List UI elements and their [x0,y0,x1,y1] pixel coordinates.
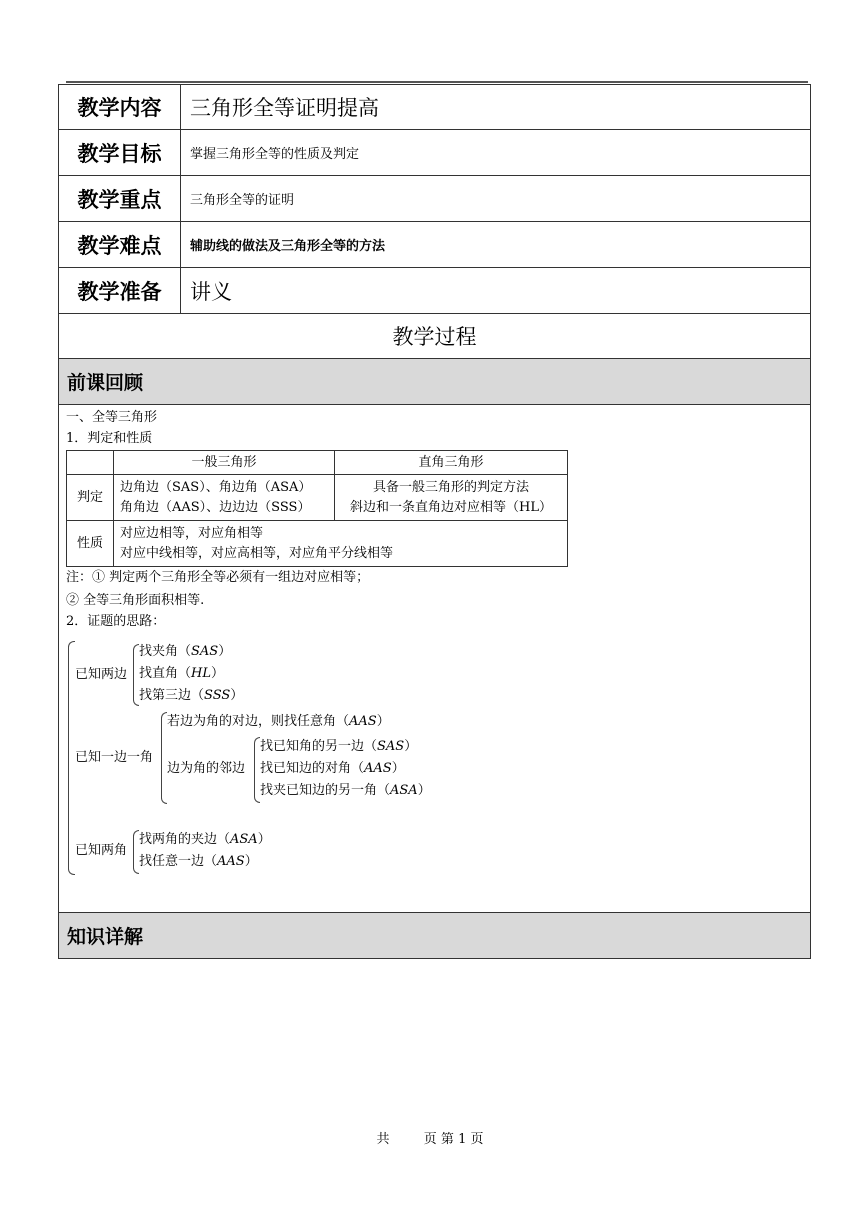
idea-item: 若边为角的对边，则找任意角（AAS） [167,714,390,729]
idea-item: 找直角（HL） [139,666,225,681]
row-value: 掌握三角形全等的性质及判定 [190,147,360,162]
label-side-angle: 已知一边一角 [75,750,154,765]
row-label: 教学难点 [59,222,181,267]
cell-properties [114,521,568,567]
cell-right-methods [335,475,568,521]
row-value: 三角形全等证明提高 [190,96,379,120]
method-line: 角角边（AAS）、边边边（SSS） [120,499,311,515]
section-knowledge-title: 知识详解 [58,912,811,959]
section-review-title: 前课回顾 [58,358,811,405]
row-value: 三角形全等的证明 [190,193,295,208]
cell-general-methods [114,475,335,521]
col-header-general: 一般三角形 [114,451,335,475]
process-title: 教学过程 [58,313,811,359]
row-preparation [58,267,811,314]
row-objective [58,129,811,176]
row-difficulty [58,221,811,268]
row-label: 教学目标 [59,130,181,175]
row-label: 教学内容 [59,85,181,129]
heading-judgement: 1．判定和性质 [66,431,153,446]
outer-brace [68,641,75,875]
property-line: 对应中线相等，对应高相等，对应角平分线相等 [120,545,394,561]
col-header-right: 直角三角形 [335,451,568,475]
note-one: 注：① 判定两个三角形全等必须有一组边对应相等； [66,570,370,585]
footer-page2: 页 [470,1132,484,1147]
idea-item: 找第三边（SSS） [139,688,244,703]
idea-item: 找已知角的另一边（SAS） [260,739,418,754]
label-adjacent: 边为角的邻边 [167,761,246,776]
idea-item: 找两角的夹边（ASA） [139,832,271,847]
row-label: 教学重点 [59,176,181,221]
table-corner [67,451,114,475]
footer-di: 第 [440,1132,454,1147]
row-value: 讲义 [190,279,232,304]
idea-item: 找任意一边（AAS） [139,854,258,869]
idea-item: 找夹已知边的另一角（ASA） [260,783,431,798]
heading-proof-ideas: 2．证题的思路： [66,614,166,629]
footer-page: 页 [423,1132,437,1147]
label-two-angles: 已知两角 [75,843,128,858]
method-line: 边角边（SAS）、角边角（ASA） [120,479,312,495]
idea-item: 找已知边的对角（AAS） [260,761,405,776]
idea-item: 找夹角（SAS） [139,644,232,659]
method-line: 具备一般三角形的判定方法 [372,479,529,495]
row-label-judgement: 判定 [67,475,114,521]
row-label-property: 性质 [67,521,114,567]
header-rule [66,81,808,83]
row-label: 教学准备 [59,268,181,313]
property-line: 对应边相等，对应角相等 [120,525,264,541]
heading-congruent: 一、全等三角形 [66,410,158,425]
page-footer [0,1128,860,1147]
row-value: 辅助线的做法及三角形全等的方法 [190,239,386,254]
judgement-table [66,450,568,567]
method-line: 斜边和一条直角边对应相等（HL） [350,499,552,515]
label-two-sides: 已知两边 [75,667,128,682]
row-content [58,84,811,130]
row-focus [58,175,811,222]
note-two: ② 全等三角形面积相等. [66,593,205,608]
footer-gong: 共 [376,1132,390,1147]
footer-page-number: 1 [458,1132,467,1147]
